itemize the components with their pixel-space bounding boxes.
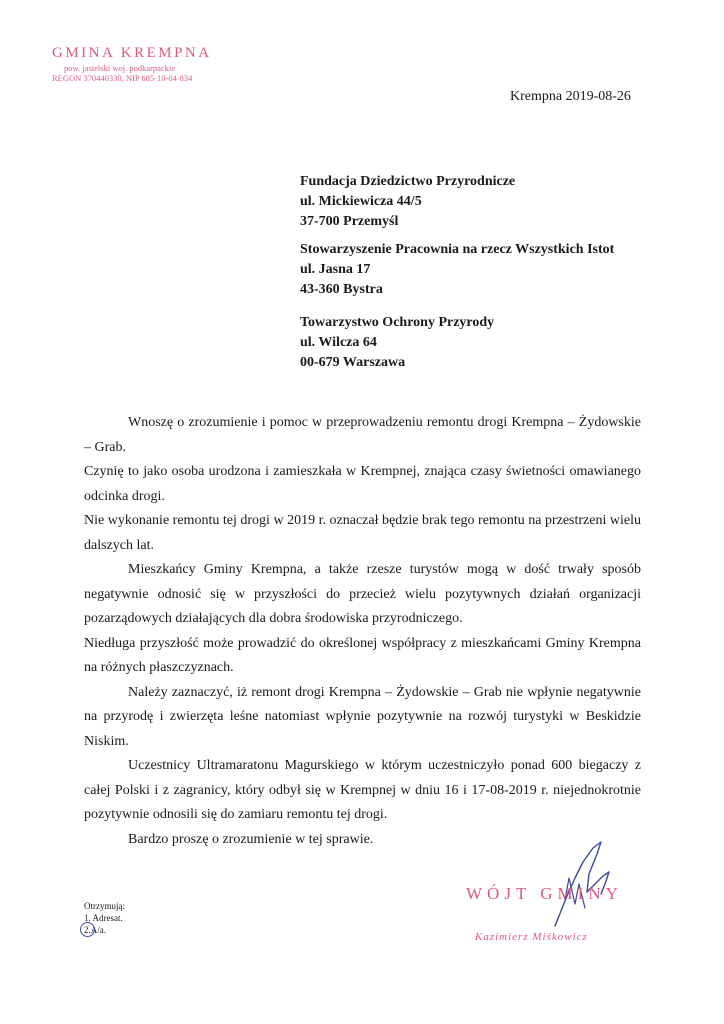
recipient-block bbox=[300, 313, 494, 373]
recipient-city: 37-700 Przemyśl bbox=[300, 214, 399, 229]
distribution-item-number: 2. bbox=[84, 925, 91, 935]
recipient-street: ul. Jasna 17 bbox=[300, 262, 371, 277]
stamp-organization-name: GMINA KREMPNA bbox=[52, 45, 212, 61]
paragraph: Mieszkańcy Gminy Krempna, a także rzesze turystów mogą w dość trwały sposób negatywnie odnosić się w przyszłości do przecież wielu pozytywnych działań organizacji pozarządowych działających dla dobra środowiska przyrodniczego. bbox=[84, 562, 641, 626]
stamp-registry-numbers: REGON 370440330, NIP 685-10-04-834 bbox=[52, 73, 193, 83]
stamp-region: pow. jasielski woj. podkarpackie bbox=[64, 63, 176, 73]
recipient-name: Fundacja Dziedzictwo Przyrodnicze bbox=[300, 174, 516, 189]
signature-stamp-title: WÓJT GMINY bbox=[466, 884, 623, 903]
paragraph: Bardzo proszę o zrozumienie w tej sprawie. bbox=[128, 831, 374, 847]
recipient-street: ul. Wilcza 64 bbox=[300, 335, 377, 350]
letterhead-stamp bbox=[52, 45, 212, 83]
paragraph: Nie wykonanie remontu tej drogi w 2019 r. oznaczał będzie brak tego remontu na przestrzeni wielu dalszych lat. bbox=[84, 513, 641, 553]
place-and-date: Krempna 2019-08-26 bbox=[510, 89, 631, 104]
recipient-block bbox=[300, 172, 515, 232]
recipient-block bbox=[300, 240, 614, 300]
recipient-street: ul. Mickiewicza 44/5 bbox=[300, 194, 422, 209]
recipient-city: 43-360 Bystra bbox=[300, 282, 383, 297]
distribution-list bbox=[84, 900, 125, 936]
paragraph: Niedługa przyszłość może prowadzić do określonej współpracy z mieszkańcami Gminy Krempna na różnych płaszczyznach. bbox=[84, 635, 641, 675]
paragraph: Czynię to jako osoba urodzona i zamieszkała w Krempnej, znająca czasy świetności omawianego odcinka drogi. bbox=[84, 464, 641, 504]
paragraph: Uczestnicy Ultramaratonu Magurskiego w którym uczestniczyło ponad 600 biegaczy z całej Polski i z zagranicy, który odbył się w Krempnej w dniu 16 i 17-08-2019 r. niejednokrotnie pozytywnie odnosili się do zamiaru remontu tej drogi. bbox=[84, 758, 641, 822]
recipient-name: Towarzystwo Ochrony Przyrody bbox=[300, 315, 495, 330]
circle-mark-icon bbox=[80, 922, 95, 937]
paragraph: Należy zaznaczyć, iż remont drogi Krempna – Żydowskie – Grab nie wpłynie negatywnie na przyrodę i zwierzęta leśne natomiast wpłynie pozytywnie na rozwój turystyki w Beskidzie Niskim. bbox=[84, 684, 641, 749]
distribution-item-text: A/a. bbox=[90, 925, 106, 935]
distribution-item: 1. Adresat. bbox=[84, 913, 123, 923]
signature-stamp-name: Kazimierz Miśkowicz bbox=[475, 931, 588, 943]
paragraph: Wnoszę o zrozumienie i pomoc w przeprowadzeniu remontu drogi Krempna – Żydowskie – Grab. bbox=[84, 415, 641, 455]
distribution-item bbox=[84, 924, 125, 936]
recipient-name: Stowarzyszenie Pracownia na rzecz Wszystkich Istot bbox=[300, 242, 615, 257]
recipient-city: 00-679 Warszawa bbox=[300, 355, 406, 370]
distribution-title: Otrzymują: bbox=[84, 901, 125, 911]
letter-body bbox=[84, 411, 641, 852]
